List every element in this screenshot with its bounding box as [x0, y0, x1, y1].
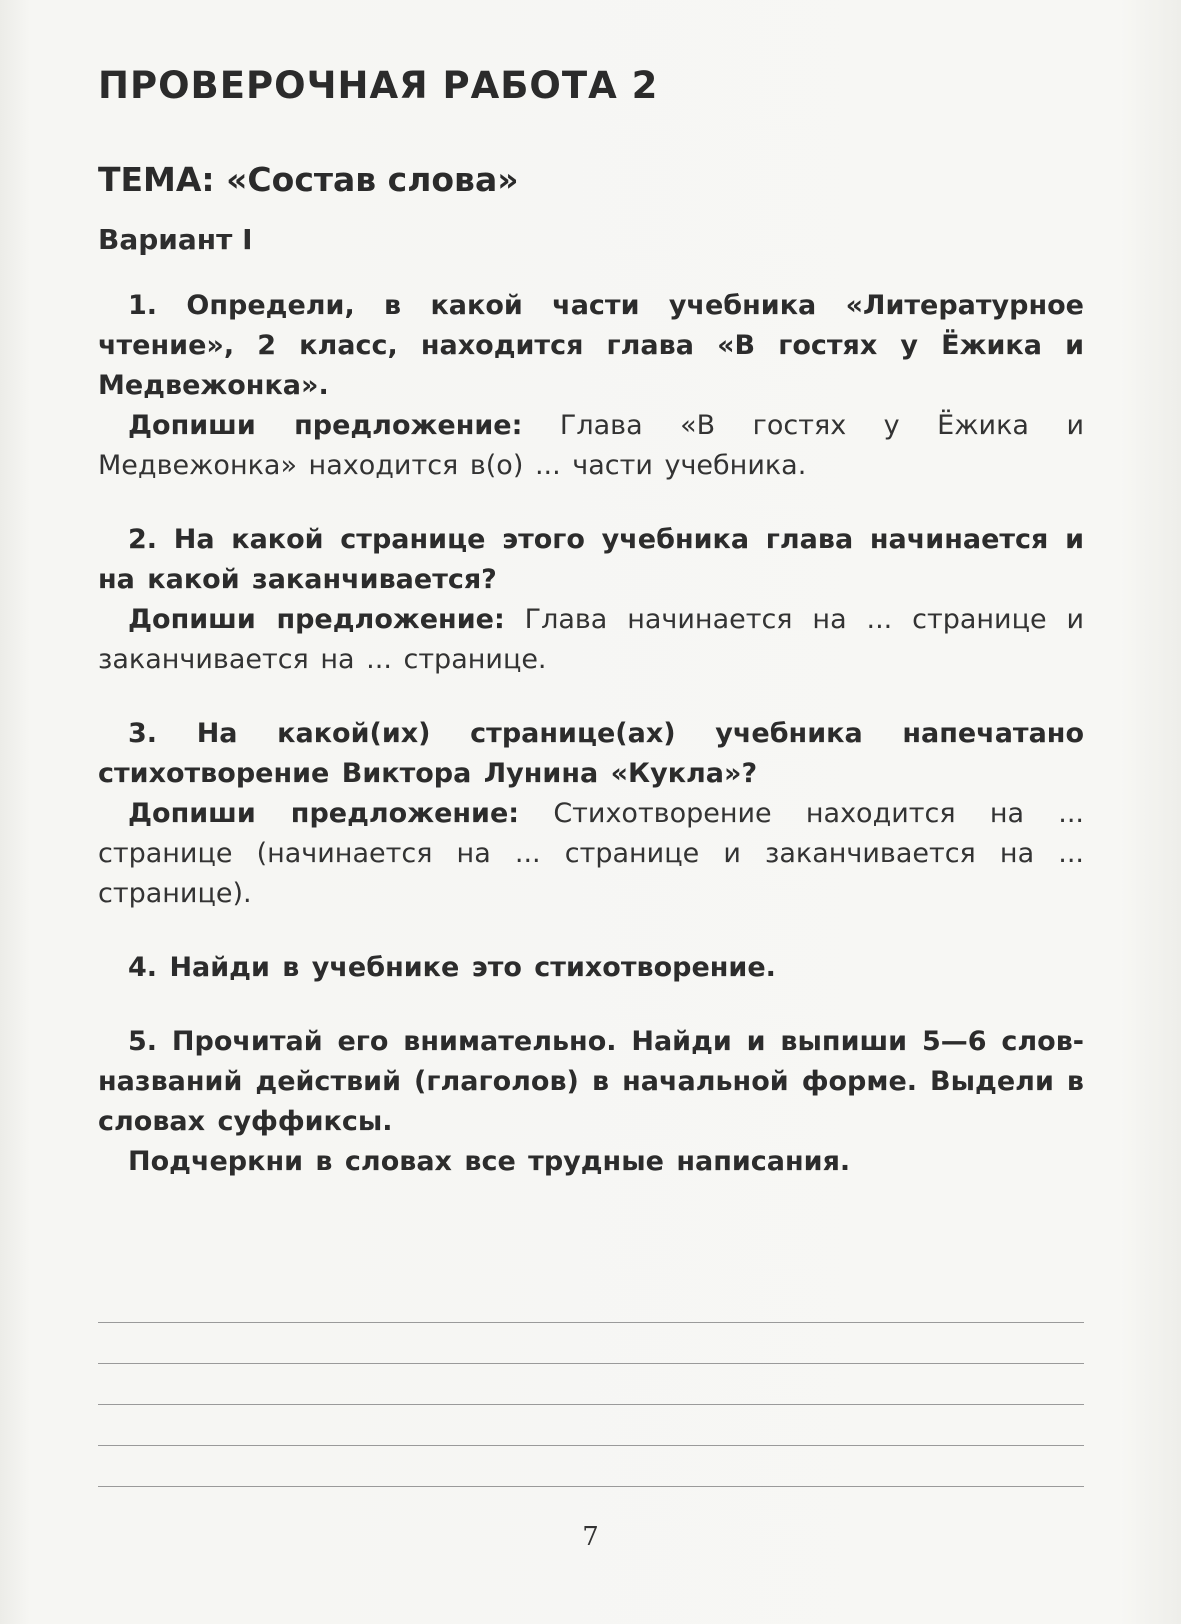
task-2-instruction	[98, 600, 1084, 680]
task-1-question: 1. Определи, в какой части учебника «Литературное чтение», 2 класс, находится глава «В гостях у Ёжика и Медвежонка».	[98, 290, 1084, 401]
task-3	[98, 714, 1084, 914]
task-2-instruction-label: Допиши предложение:	[128, 604, 505, 635]
variant-heading: Вариант I	[98, 223, 253, 256]
task-5-question: 5. Прочитай его внимательно. Найди и выпиши 5—6 слов-названий действий (глаголов) в начальной форме. Выдели в словах суффиксы.	[98, 1026, 1084, 1137]
page-title: ПРОВЕРОЧНАЯ РАБОТА 2	[98, 64, 659, 107]
topic-heading: ТЕМА: «Состав слова»	[98, 160, 519, 199]
task-3-instruction-text: Стихотворение находится на ... странице (начинается на ... странице и заканчивается на ... странице).	[98, 798, 1084, 909]
answer-line[interactable]	[98, 1364, 1084, 1405]
answer-line[interactable]	[98, 1405, 1084, 1446]
task-3-question: 3. На какой(их) странице(ах) учебника напечатано стихотворение Виктора Лунина «Кукла»?	[98, 718, 1084, 789]
task-1-instruction-label: Допиши предложение:	[128, 410, 523, 441]
task-4-question: 4. Найди в учебнике это стихотворение.	[128, 952, 776, 983]
task-3-instruction-label: Допиши предложение:	[128, 798, 520, 829]
answer-line[interactable]	[98, 1323, 1084, 1364]
task-2-question: 2. На какой странице этого учебника глава начинается и на какой заканчивается?	[98, 524, 1084, 595]
answer-lines[interactable]	[98, 1282, 1084, 1487]
task-2-instruction-text: Глава начинается на ... странице и заканчивается на ... странице.	[98, 604, 1084, 675]
task-1-instruction-text: Глава «В гостях у Ёжика и Медвежонка» находится в(о) ... части учебника.	[98, 410, 1084, 481]
task-5-instruction: Подчеркни в словах все трудные написания.	[128, 1146, 851, 1177]
task-1-instruction	[98, 406, 1084, 486]
task-1	[98, 286, 1084, 486]
page-number: 7	[582, 1522, 599, 1552]
worksheet-content	[98, 58, 1084, 1182]
task-3-instruction	[98, 794, 1084, 914]
task-4	[98, 948, 1084, 988]
answer-line[interactable]	[98, 1282, 1084, 1323]
task-5	[98, 1022, 1084, 1182]
answer-line[interactable]	[98, 1446, 1084, 1487]
task-2	[98, 520, 1084, 680]
